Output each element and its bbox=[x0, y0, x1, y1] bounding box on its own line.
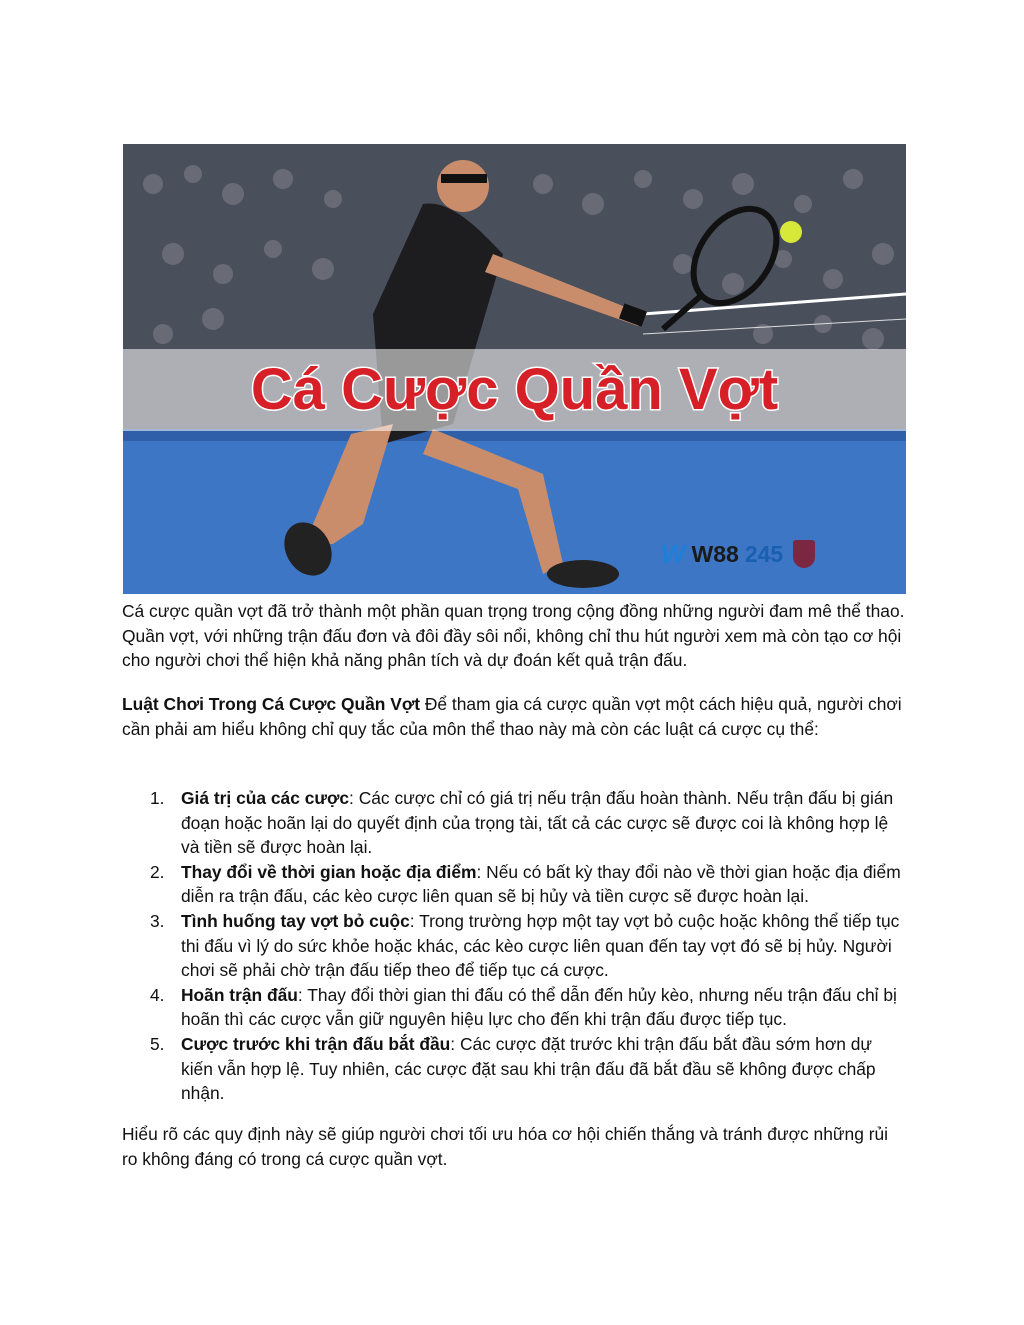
rule-term: Hoãn trận đấu bbox=[181, 984, 298, 1005]
rule-term: Thay đổi về thời gian hoặc địa điểm bbox=[181, 861, 477, 882]
intro-paragraph: Cá cược quần vợt đã trở thành một phần quan trọng trong cộng đồng những người đam mê thể thao. Quần vợt, với những trận đấu đơn và đôi đầy sôi nổi, không chỉ thu hút người xem mà còn tạo cơ hội cho người chơi thể hiện khả năng phân tích và dự đoán kết quả trận đấu. bbox=[122, 601, 905, 671]
list-item bbox=[122, 786, 907, 860]
list-number: 5. bbox=[150, 1033, 165, 1054]
brand-name: W88 bbox=[691, 540, 739, 567]
brand-number: 245 bbox=[744, 540, 784, 567]
rules-intro-paragraph bbox=[122, 692, 907, 741]
rule-term: Cược trước khi trận đấu bắt đầu bbox=[181, 1033, 451, 1054]
list-item bbox=[122, 909, 907, 983]
rule-text: : Các cược đặt trước khi trận đấu bắt đầu sớm hơn dự kiến vẫn hợp lệ. Tuy nhiên, các cược đặt sau khi trận đấu đã bắt đầu sẽ không được chấp nhận. bbox=[181, 1033, 876, 1104]
conclusion-paragraph: Hiểu rõ các quy định này sẽ giúp người chơi tối ưu hóa cơ hội chiến thắng và tránh được những rủi ro không đáng có trong cá cược quần vợt. bbox=[122, 1124, 889, 1169]
rule-term: Giá trị của các cược bbox=[181, 788, 350, 808]
brand-logo bbox=[661, 537, 815, 571]
rule-text: : Thay đổi thời gian thi đấu có thể dẫn đến hủy kèo, nhưng nếu trận đấu chỉ bị hoãn thì các cược vẫn giữ nguyên hiệu lực cho đến khi trận đấu được tiếp tục. bbox=[181, 984, 897, 1030]
rule-text: : Nếu có bất kỳ thay đổi nào về thời gian hoặc địa điểm diễn ra trận đấu, các kèo cược liên quan sẽ bị hủy và tiền cược sẽ được hoàn lại. bbox=[181, 861, 901, 907]
rules-list bbox=[122, 786, 907, 1106]
hero-title: Cá Cược Quần Vợt bbox=[250, 357, 779, 422]
list-number: 4. bbox=[150, 984, 165, 1005]
list-item bbox=[122, 983, 907, 1032]
list-item bbox=[122, 1032, 907, 1106]
list-number: 1. bbox=[150, 788, 165, 808]
list-number: 2. bbox=[150, 861, 165, 882]
rules-lead: Để tham gia cá cược quần vợt một cách hiệu quả, người chơi cần phải am hiểu không chỉ quy tắc của môn thể thao này mà còn các luật cá cược cụ thể: bbox=[122, 694, 902, 739]
shield-icon bbox=[793, 540, 815, 568]
list-item bbox=[122, 860, 907, 909]
hero-image bbox=[123, 144, 906, 594]
rule-term: Tình huống tay vợt bỏ cuộc bbox=[181, 910, 410, 931]
rule-text: : Trong trường hợp một tay vợt bỏ cuộc hoặc không thể tiếp tục thi đấu vì lý do sức khỏe hoặc khác, các kèo cược liên quan đến tay vợt đó sẽ bị hủy. Người chơi sẽ phải chờ trận đấu tiếp theo để tiếp tục cá cược. bbox=[181, 910, 900, 981]
brand-mark: W bbox=[661, 538, 686, 569]
rules-heading: Luật Chơi Trong Cá Cược Quần Vợt bbox=[122, 694, 420, 714]
rule-text: : Các cược chỉ có giá trị nếu trận đấu hoàn thành. Nếu trận đấu bị gián đoạn hoặc hoãn lại do quyết định của trọng tài, tất cả các cược sẽ được coi là không hợp lệ và tiền sẽ được hoàn lại. bbox=[181, 788, 894, 858]
list-number: 3. bbox=[150, 910, 165, 931]
